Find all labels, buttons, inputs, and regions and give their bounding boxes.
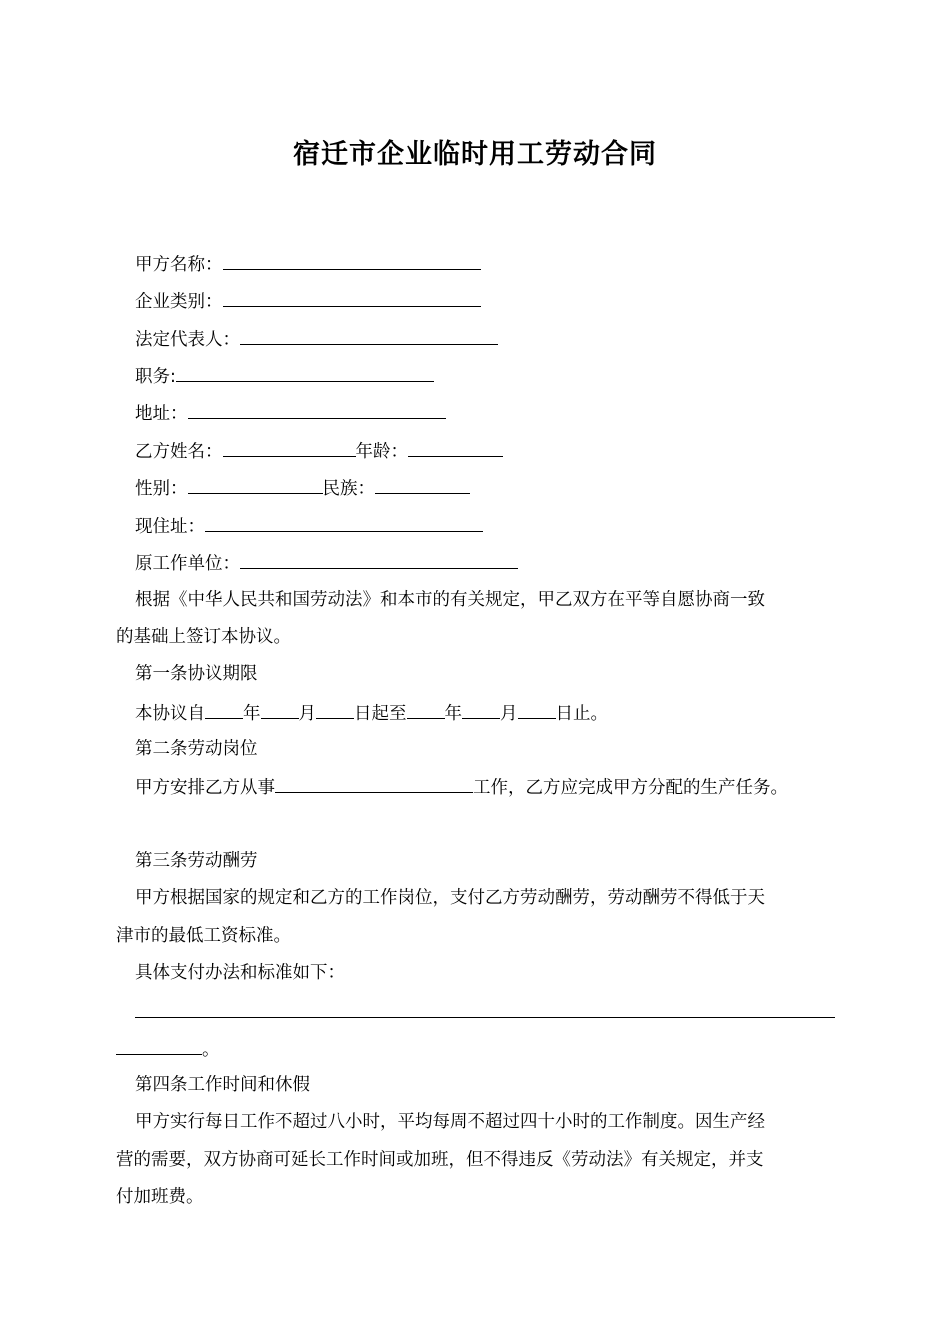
end-day-blank[interactable]	[518, 700, 556, 719]
current-address-row	[135, 513, 483, 539]
term-row	[135, 700, 608, 726]
payment-details-blank[interactable]	[135, 1017, 835, 1018]
age-label: 年龄：	[355, 442, 408, 462]
gender-label: 性别：	[135, 479, 188, 499]
job-blank[interactable]	[275, 774, 473, 793]
intro-line-2: 的基础上签订本协议。	[116, 627, 291, 647]
end-year-blank[interactable]	[407, 700, 445, 719]
current-address-blank[interactable]	[205, 513, 483, 532]
position-row	[135, 363, 434, 389]
address-blank[interactable]	[188, 400, 446, 419]
party-a-name-blank[interactable]	[223, 251, 481, 270]
payment-details-end-row	[116, 1036, 220, 1062]
intro-line-1: 根据《中华人民共和国劳动法》和本市的有关规定，甲乙双方在平等自愿协商一致	[135, 590, 765, 610]
start-month-blank[interactable]	[261, 700, 299, 719]
payment-details-blank-end[interactable]	[116, 1036, 202, 1055]
party-b-name-blank[interactable]	[223, 438, 356, 457]
company-type-row	[135, 288, 481, 314]
ethnicity-blank[interactable]	[375, 475, 470, 494]
article-3-line-2: 津市的最低工资标准。	[116, 926, 291, 946]
article-4-line-2: 营的需要，双方协商可延长工作时间或加班，但不得违反《劳动法》有关规定，并支	[116, 1150, 764, 1170]
article-2-heading: 第二条劳动岗位	[135, 739, 258, 759]
position-blank[interactable]	[176, 363, 434, 382]
article-4-heading: 第四条工作时间和休假	[135, 1075, 310, 1095]
former-employer-label: 原工作单位：	[135, 554, 240, 574]
gender-blank[interactable]	[188, 475, 323, 494]
article-3-heading: 第三条劳动酬劳	[135, 851, 258, 871]
article-3-line-1: 甲方根据国家的规定和乙方的工作岗位，支付乙方劳动酬劳，劳动酬劳不得低于天	[135, 888, 765, 908]
article-4-line-3: 付加班费。	[116, 1187, 204, 1207]
legal-rep-label: 法定代表人：	[135, 330, 240, 350]
address-row	[135, 400, 446, 426]
company-type-label: 企业类别：	[135, 292, 223, 312]
company-type-blank[interactable]	[223, 288, 481, 307]
start-month-label: 月	[298, 704, 316, 724]
end-day-label: 日止。	[555, 704, 608, 724]
age-blank[interactable]	[408, 438, 503, 457]
document-title: 宿迁市企业临时用工劳动合同	[293, 139, 657, 170]
current-address-label: 现住址：	[135, 517, 205, 537]
legal-rep-row	[135, 326, 498, 352]
article-3-line-3: 具体支付办法和标准如下：	[135, 963, 345, 983]
end-year-label: 年	[444, 704, 462, 724]
legal-rep-blank[interactable]	[240, 326, 498, 345]
payment-details-period: 。	[202, 1040, 220, 1060]
start-year-blank[interactable]	[205, 700, 243, 719]
job-suffix: 工作，乙方应完成甲方分配的生产任务。	[473, 778, 788, 798]
start-year-label: 年	[243, 704, 261, 724]
start-day-blank[interactable]	[316, 700, 354, 719]
ethnicity-label: 民族：	[322, 479, 375, 499]
party-b-name-label: 乙方姓名：	[135, 442, 223, 462]
job-row	[135, 774, 788, 800]
term-prefix: 本协议自	[135, 704, 205, 724]
article-1-heading: 第一条协议期限	[135, 664, 258, 684]
party-a-name-label: 甲方名称：	[135, 255, 223, 275]
job-prefix: 甲方安排乙方从事	[135, 778, 275, 798]
former-employer-row	[135, 550, 518, 576]
start-day-label: 日起至	[354, 704, 407, 724]
former-employer-blank[interactable]	[240, 550, 518, 569]
end-month-label: 月	[500, 704, 518, 724]
party-b-name-row	[135, 438, 503, 464]
party-a-name-row	[135, 251, 481, 277]
position-label: 职务:	[135, 367, 176, 387]
article-4-line-1: 甲方实行每日工作不超过八小时，平均每周不超过四十小时的工作制度。因生产经	[135, 1112, 765, 1132]
address-label: 地址：	[135, 404, 188, 424]
end-month-blank[interactable]	[462, 700, 500, 719]
gender-row	[135, 475, 470, 501]
